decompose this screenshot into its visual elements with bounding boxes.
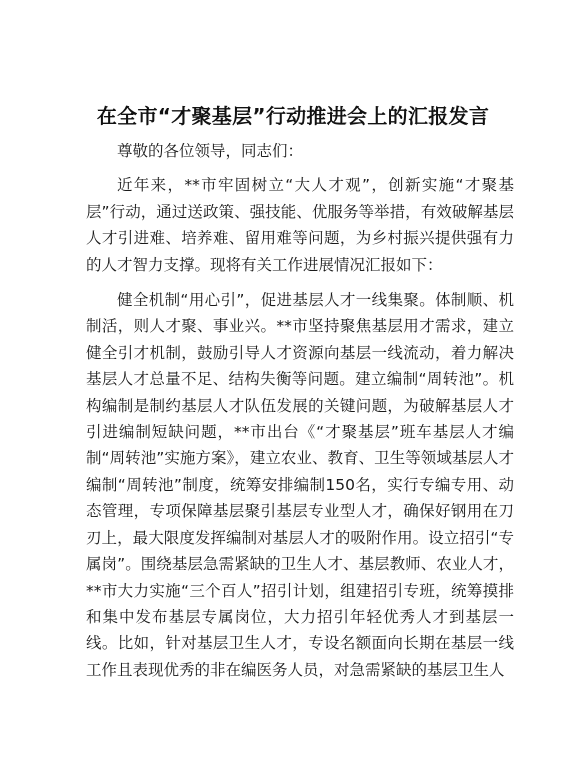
paragraph-mechanism: 健全机制“用心引”，促进基层人才一线集聚。体制顺、机制活，则人才聚、事业兴。**市坚持聚焦基层用才需求，建立健全引才机制，鼓励引导人才资源向基层一线流动，着力解决基层人才总量不足、结构失衡等问题。建立编制“周转池”。机构编制是制约基层人才队伍发展的关键问题，为破解基层人才引进编制短缺问题，**市出台《“才聚基层”班车基层人才编制“周转池”实施方案》，建立农业、教育、卫生等领域基层人才编制“周转池”制度，统筹安排编制150名，实行专编专用、动态管理，专项保障基层聚引基层专业型人才，确保好钢用在刀刃上，最大限度发挥编制对基层人才的吸附作用。设立招引“专属岗”。围绕基层急需紧缺的卫生人才、基层教师、农业人才，**市大力实施“三个百人”招引计划，组建招引专班，统筹摸排和集中发布基层专属岗位，大力招引年轻优秀人才到基层一线。比如，针对基层卫生人才，专设名额面向长期在基层一线工作且表现优秀的非在编医务人员，对急需紧缺的基层卫生人 (86, 291, 514, 679)
paragraph-intro: 近年来，**市牢固树立“大人才观”，创新实施“才聚基层”行动，通过送政策、强技能、优服务等举措，有效破解基层人才引进难、培养难、留用难等问题，为乡村振兴提供强有力的人才智力支撑。现将有关工作进展情况汇报如下： (86, 176, 514, 274)
document-title: 在全市“才聚基层”行动推进会上的汇报发言 (96, 104, 490, 128)
greeting: 尊敬的各位领导，同志们： (117, 142, 304, 160)
document-body (86, 138, 514, 683)
